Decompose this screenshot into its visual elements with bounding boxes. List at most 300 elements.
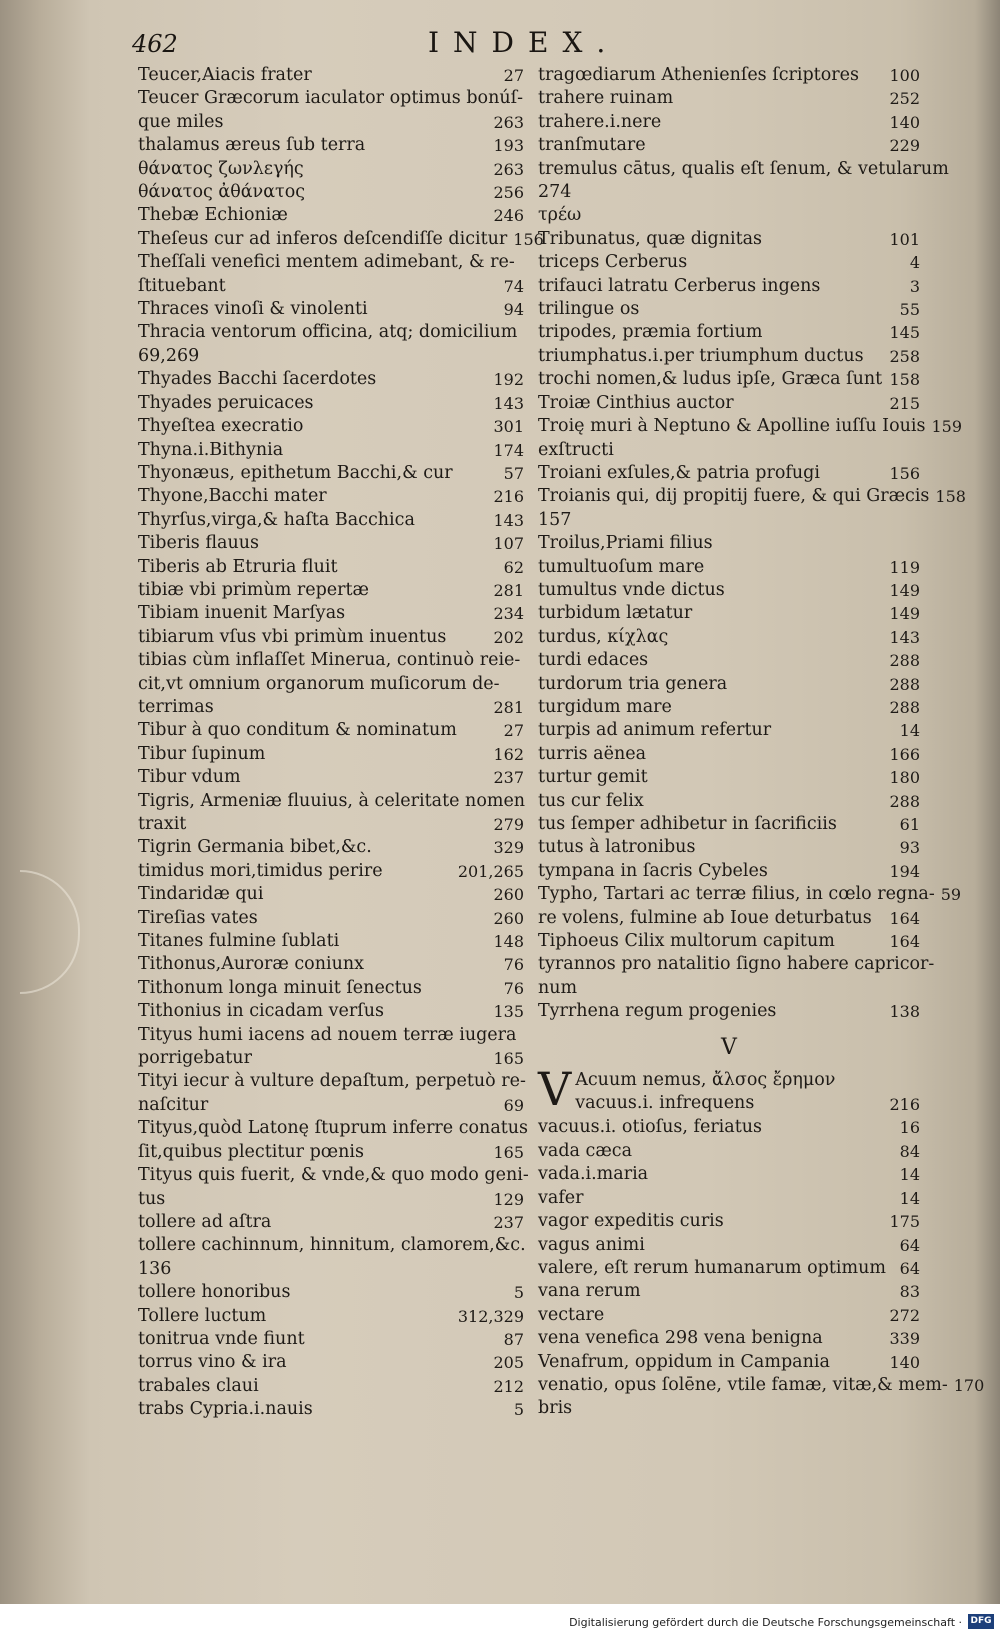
entry-term: vagus animi — [538, 1234, 645, 1255]
entry-term: Troię muri à Neptuno & Apolline iuſſu Iouis — [538, 416, 926, 437]
entry-page: 260 — [493, 908, 524, 928]
index-entry — [138, 953, 524, 976]
index-entry — [538, 111, 920, 134]
index-entry — [538, 415, 963, 438]
entry-term: vana rerum — [538, 1281, 641, 1302]
dropcap-letter: V — [538, 1062, 572, 1117]
entry-term: turdorum tria genera — [538, 673, 728, 694]
v-first-entry — [538, 1062, 920, 1117]
entry-term: 274 — [538, 182, 572, 203]
index-entry — [138, 1398, 524, 1421]
index-entry — [138, 602, 524, 625]
entry-term: Tigrin Germania bibet,&c. — [138, 837, 372, 858]
entry-term: Theſeus cur ad inferos deſcendiſſe dicitur — [138, 228, 508, 249]
index-entry — [138, 1094, 524, 1117]
index-entry — [138, 321, 524, 344]
index-entry — [538, 719, 920, 742]
entry-page — [523, 87, 529, 110]
index-entry — [138, 556, 524, 579]
index-entry — [138, 673, 524, 696]
entry-page: 143 — [493, 510, 524, 530]
entry-term: Thyna.i.Bithynia — [138, 439, 284, 460]
entry-page: 5 — [513, 1283, 524, 1303]
entry-page: 101 — [889, 229, 920, 249]
entry-term: trahere ruinam — [538, 88, 674, 109]
entry-page: 260 — [493, 885, 524, 905]
index-entry — [538, 790, 920, 813]
index-entry — [538, 298, 920, 321]
entry-page: 215 — [889, 393, 920, 413]
entry-term: vagor expeditis curis — [538, 1211, 724, 1232]
entry-term: naſcitur — [138, 1094, 209, 1115]
entry-term: tollere honoribus — [138, 1282, 291, 1303]
index-entry — [138, 836, 524, 859]
index-entry — [538, 1327, 920, 1350]
entry-term: Teucer,Aiacis frater — [138, 65, 312, 85]
entry-term: Troiani exſules,& patria profugi — [538, 462, 820, 483]
entry-page: 281 — [493, 580, 524, 600]
entry-page: 94 — [503, 300, 524, 320]
index-entry — [138, 111, 524, 134]
index-entry — [538, 439, 920, 462]
entry-term: num — [538, 977, 578, 998]
index-entry — [138, 719, 524, 742]
index-entry — [138, 462, 524, 485]
index-entry — [138, 649, 524, 672]
entry-page: 76 — [503, 955, 524, 975]
entry-page: 312,329 — [457, 1306, 524, 1326]
entry-page: 229 — [889, 136, 920, 156]
entry-term: Tityi iecur à vulture depaſtum, perpetuò re- — [138, 1071, 526, 1092]
entry-page — [526, 1070, 532, 1093]
index-entry — [138, 1234, 524, 1257]
section-letter: V — [721, 1034, 737, 1060]
entry-term: Theſſali venefici mentem adimebant, & re- — [138, 252, 515, 273]
index-entry — [538, 626, 920, 649]
entry-page: 288 — [889, 791, 920, 811]
entry-page: 288 — [889, 651, 920, 671]
index-entry — [538, 1116, 920, 1139]
entry-term: Tyrrhena regum progenies — [538, 1001, 777, 1022]
index-entry — [138, 485, 524, 508]
index-entry — [538, 251, 920, 274]
entry-term: turdi edaces — [538, 650, 649, 671]
index-entry — [538, 673, 920, 696]
entry-page: 149 — [889, 580, 920, 600]
entry-page: 140 — [889, 112, 920, 132]
left-index-column — [138, 64, 544, 1422]
entry-term: Thyrſus,virga,& haſta Bacchica — [138, 509, 415, 530]
index-entry — [138, 415, 524, 438]
index-entry — [138, 1164, 529, 1187]
entry-term: Thyades peruicaces — [138, 392, 314, 413]
index-entry — [538, 953, 935, 976]
entry-page: 166 — [889, 744, 920, 764]
entry-term: θάνατος ἀθάνατος — [138, 182, 306, 203]
entry-page: 288 — [889, 674, 920, 694]
index-entry — [138, 275, 524, 298]
entry-term: tibiarum vſus vbi primùm inuentus — [138, 626, 447, 647]
entry-page: 162 — [493, 744, 524, 764]
entry-term: tranſmutare — [538, 135, 646, 156]
entry-term: Tiphoeus Cilix multorum capitum — [538, 931, 835, 952]
entry-page: 107 — [493, 534, 524, 554]
index-entry — [138, 743, 524, 766]
entry-page: 140 — [889, 1352, 920, 1372]
index-entry — [538, 181, 920, 204]
entry-page — [528, 1117, 534, 1140]
entry-term: Typho, Tartari ac terræ filius, in cœlo regna- — [538, 884, 935, 905]
right-t-entries — [538, 64, 966, 1024]
index-entry — [538, 836, 920, 859]
index-entry — [538, 321, 920, 344]
dfg-logo: DFG — [968, 1614, 994, 1629]
entry-page — [529, 1164, 535, 1187]
index-entry — [538, 579, 920, 602]
index-entry — [538, 368, 920, 391]
entry-term: θάνατος ζωνλεγής — [138, 158, 304, 179]
entry-page: 27 — [503, 66, 524, 85]
entry-page: 14 — [899, 1165, 920, 1185]
entry-page: 5 — [513, 1400, 524, 1420]
entry-term: tibias cùm inflaſſet Minerua, continuò reie- — [138, 650, 521, 671]
entry-page: 201,265 — [457, 861, 524, 881]
entry-page: 3 — [909, 276, 920, 296]
entry-page — [914, 532, 920, 555]
entry-page: 193 — [493, 136, 524, 156]
index-entry — [138, 766, 524, 789]
index-entry — [538, 1163, 920, 1186]
entry-term: tus — [138, 1188, 166, 1209]
entry-term: 157 — [538, 509, 572, 530]
index-entry — [138, 1188, 524, 1211]
index-entry — [138, 1375, 524, 1398]
index-entry — [138, 1000, 524, 1023]
entry-page: 194 — [889, 861, 920, 881]
index-entry — [138, 1211, 524, 1234]
entry-page: 62 — [503, 557, 524, 577]
entry-page: 329 — [493, 838, 524, 858]
entry-page: 57 — [503, 463, 524, 483]
entry-term: τρέω — [538, 205, 582, 226]
entry-term: trahere.i.nere — [538, 111, 662, 132]
entry-page — [914, 509, 920, 532]
entry-page — [914, 439, 920, 462]
entry-term: Thyeſtea execratio — [138, 416, 304, 437]
index-entry — [538, 1140, 920, 1163]
entry-page — [518, 345, 524, 368]
index-entry — [138, 579, 524, 602]
index-entry — [138, 509, 524, 532]
entry-term: ſit,quibus plectitur pœnis — [138, 1141, 364, 1162]
entry-term: torrus vino & ira — [138, 1352, 287, 1373]
index-entry — [138, 1258, 524, 1281]
entry-page: 234 — [493, 604, 524, 624]
entry-term: tumultus vnde dictus — [538, 579, 725, 600]
index-entry — [538, 977, 920, 1000]
entry-term: porrigebatur — [138, 1048, 252, 1069]
index-entry — [538, 883, 962, 906]
entry-term: tollere ad aſtra — [138, 1211, 272, 1232]
entry-page — [518, 321, 524, 344]
entry-term: Tiberis flauus — [138, 533, 259, 554]
entry-term: Tibiam inuenit Marſyas — [138, 603, 346, 624]
index-entry — [538, 602, 920, 625]
index-entry — [138, 883, 524, 906]
entry-term: Tribunatus, quæ dignitas — [538, 228, 763, 249]
entry-page: 27 — [503, 721, 524, 741]
index-entry — [538, 64, 920, 87]
entry-term: Tithonus,Auroræ coniunx — [138, 954, 364, 975]
index-entry — [138, 251, 524, 274]
entry-page: 59 — [940, 885, 962, 905]
entry-page — [914, 204, 920, 227]
entry-page: 14 — [899, 721, 920, 741]
entry-term: Tithonum longa minuit ſenectus — [138, 977, 422, 998]
entry-page: 205 — [493, 1353, 524, 1373]
index-entry — [138, 368, 524, 391]
entry-page: 16 — [899, 1118, 920, 1138]
entry-page — [914, 181, 920, 204]
entry-term: Troilus,Priami filius — [538, 533, 713, 554]
index-entry — [138, 1070, 524, 1093]
index-entry — [138, 1351, 524, 1374]
entry-page: 93 — [899, 838, 920, 858]
v-first-page: 216 — [889, 1095, 920, 1115]
index-entry — [538, 134, 920, 157]
entry-page: 129 — [493, 1189, 524, 1209]
index-entry — [138, 930, 524, 953]
entry-term: venatio, opus ſolēne, vtile famæ, vitæ,& mem- — [538, 1374, 948, 1395]
entry-term: turpis ad animum refertur — [538, 720, 772, 741]
entry-page: 263 — [493, 159, 524, 179]
entry-page: 246 — [493, 206, 524, 226]
v-first-term-cont: vacuus.i. infrequens — [575, 1093, 755, 1114]
index-entry — [138, 1047, 524, 1070]
index-entry — [138, 860, 524, 883]
entry-term: tripodes, præmia fortium — [538, 322, 763, 343]
running-head: INDEX. — [428, 26, 620, 59]
index-entry — [138, 532, 524, 555]
entry-page: 143 — [493, 393, 524, 413]
entry-term: valere, eſt rerum humanarum optimum — [538, 1257, 886, 1278]
index-entry — [538, 462, 920, 485]
index-entry — [138, 1024, 524, 1047]
entry-page: 4 — [909, 253, 920, 273]
entry-page: 263 — [493, 112, 524, 132]
index-entry — [138, 1328, 524, 1351]
entry-page: 64 — [899, 1258, 920, 1278]
entry-term: Teucer Græcorum iaculator optimus bonúſ- — [138, 88, 524, 109]
entry-term: trifauci latratu Cerberus ingens — [538, 275, 821, 296]
entry-page: 69 — [503, 1095, 524, 1115]
index-entry — [538, 1187, 920, 1210]
entry-term: vada.i.maria — [538, 1164, 649, 1185]
entry-page: 87 — [503, 1329, 524, 1349]
entry-term: Tollere luctum — [138, 1305, 267, 1326]
entry-page — [934, 953, 940, 976]
page-number: 462 — [132, 30, 178, 58]
index-entry — [538, 275, 920, 298]
index-entry — [538, 1257, 920, 1280]
entry-page: 272 — [889, 1305, 920, 1325]
index-entry — [138, 158, 524, 181]
entry-term: turtur gemit — [538, 767, 648, 788]
entry-term: Tigris, Armeniæ fluuius, à celeritate nomen — [138, 790, 526, 811]
entry-term: tremulus cātus, qualis eſt ſenum, & vetularum — [538, 158, 949, 179]
entry-term: tyrannos pro natalitio ſigno habere capricor- — [538, 954, 935, 975]
entry-page: 119 — [889, 557, 920, 577]
entry-page: 170 — [953, 1375, 985, 1395]
entry-term: Tibur ſupinum — [138, 743, 266, 764]
entry-page: 212 — [493, 1376, 524, 1396]
v-section — [538, 1062, 985, 1421]
entry-page: 180 — [889, 768, 920, 788]
entry-page: 55 — [899, 300, 920, 320]
entry-term: timidus mori,timidus perire — [138, 860, 383, 881]
entry-term: re volens, fulmine ab Ioue deturbatus — [538, 907, 872, 928]
index-entry — [138, 439, 524, 462]
entry-page: 279 — [493, 815, 524, 834]
entry-term: Tithonius in cicadam verſus — [138, 1001, 384, 1022]
index-entry — [538, 1210, 920, 1233]
entry-term: trabs Cypria.i.nauis — [138, 1399, 313, 1420]
entry-page: 156 — [513, 229, 544, 249]
entry-term: tumultuoſum mare — [538, 556, 705, 577]
index-entry — [138, 1305, 524, 1328]
entry-page — [518, 251, 524, 274]
entry-page: 252 — [889, 89, 920, 109]
index-entry — [538, 743, 920, 766]
entry-term: terrimas — [138, 696, 214, 717]
entry-term: Tiberis ab Etruria fluit — [138, 556, 338, 577]
entry-term: Thyonæus, epithetum Bacchi,& cur — [138, 462, 453, 483]
entry-page: 61 — [899, 815, 920, 834]
entry-term: tonitrua vnde fiunt — [138, 1328, 305, 1349]
entry-term: traxit — [138, 814, 187, 834]
entry-term: Tityus humi iacens ad nouem terræ iugera — [138, 1024, 517, 1045]
entry-term: tollere cachinnum, hinnitum, clamorem,&c. — [138, 1235, 526, 1256]
entry-page: 64 — [899, 1235, 920, 1255]
entry-page: 165 — [493, 1049, 524, 1069]
entry-page: 148 — [493, 932, 524, 952]
entry-page: 339 — [889, 1329, 920, 1349]
index-entry — [138, 790, 524, 813]
index-entry — [538, 485, 966, 508]
index-entry — [138, 1281, 524, 1304]
index-entry — [538, 766, 920, 789]
entry-term: Tireſias vates — [138, 907, 258, 928]
index-entry — [138, 907, 524, 930]
entry-page: 84 — [899, 1141, 920, 1161]
entry-page: 256 — [493, 183, 524, 203]
index-entry — [138, 134, 524, 157]
index-entry — [538, 907, 920, 930]
index-entry — [538, 228, 920, 251]
index-entry — [138, 64, 524, 87]
index-entry — [538, 204, 920, 227]
entry-page: 14 — [899, 1188, 920, 1208]
index-entry — [138, 392, 524, 415]
entry-page — [518, 673, 524, 696]
entry-page — [914, 1397, 920, 1420]
index-entry — [538, 556, 920, 579]
index-entry — [138, 204, 524, 227]
index-entry — [538, 860, 920, 883]
v-first-term: Acuum nemus, ἄλσος ἔρημον — [575, 1070, 836, 1091]
entry-page: 156 — [889, 463, 920, 483]
entry-page: 143 — [889, 627, 920, 647]
index-entry — [138, 181, 524, 204]
right-index-column — [538, 64, 985, 1421]
entry-page — [518, 1258, 524, 1281]
index-entry — [138, 696, 524, 719]
index-entry — [538, 1304, 920, 1327]
index-entry — [538, 1351, 920, 1374]
entry-term: trilingue os — [538, 299, 640, 320]
entry-term: cit,vt omnium organorum muſicorum de- — [138, 673, 500, 694]
index-entry — [538, 1397, 920, 1420]
index-entry — [138, 228, 544, 251]
entry-term: turris aënea — [538, 743, 647, 764]
entry-page: 192 — [493, 370, 524, 390]
entry-term: vena venefica 298 vena benigna — [538, 1328, 823, 1349]
entry-page: 149 — [889, 604, 920, 624]
index-entry — [538, 1374, 985, 1397]
index-entry — [138, 298, 524, 321]
entry-term: tus cur felix — [538, 790, 644, 811]
entry-page: 76 — [503, 978, 524, 998]
entry-page: 258 — [889, 346, 920, 366]
entry-page: 175 — [889, 1212, 920, 1232]
entry-page: 158 — [889, 370, 920, 390]
entry-term: 136 — [138, 1258, 172, 1279]
index-entry — [138, 1141, 524, 1164]
entry-page: 165 — [493, 1142, 524, 1162]
entry-term: Thyades Bacchi ſacerdotes — [138, 369, 377, 390]
entry-term: bris — [538, 1398, 573, 1419]
entry-term: tragœdiarum Athenienſes ſcriptores — [538, 65, 859, 85]
entry-page: 159 — [931, 417, 963, 437]
index-entry — [538, 392, 920, 415]
entry-term: que miles — [138, 111, 224, 132]
entry-page — [949, 158, 955, 181]
entry-page: 237 — [493, 768, 524, 788]
entry-term: tibiæ vbi primùm repertæ — [138, 579, 370, 600]
entry-term: Thracia ventorum officina, atq; domicilium — [138, 322, 518, 343]
entry-page: 174 — [493, 440, 524, 460]
entry-term: trabales claui — [138, 1375, 259, 1396]
entry-page — [914, 977, 920, 1000]
index-entry — [138, 1117, 529, 1140]
entry-term: vada cæca — [538, 1140, 633, 1161]
entry-page: 202 — [493, 627, 524, 647]
index-entry — [138, 87, 524, 110]
index-entry — [538, 1000, 920, 1023]
entry-term: triumphatus.i.per triumphum ductus — [538, 345, 864, 366]
index-entry — [538, 813, 920, 836]
entry-term: tus ſemper adhibetur in ſacrificiis — [538, 814, 837, 834]
entry-term: turgidum mare — [538, 696, 672, 717]
entry-term: turbidum lætatur — [538, 603, 693, 624]
index-entry — [138, 813, 524, 836]
entry-page: 74 — [503, 276, 524, 296]
entry-term: Troianis qui, dij propitij fuere, & qui Græcis — [538, 486, 930, 507]
index-entry — [538, 1280, 920, 1303]
entry-term: vafer — [538, 1187, 584, 1208]
entry-term: Titanes fulmine ſublati — [138, 931, 340, 952]
entry-term: Thebæ Echioniæ — [138, 205, 288, 226]
